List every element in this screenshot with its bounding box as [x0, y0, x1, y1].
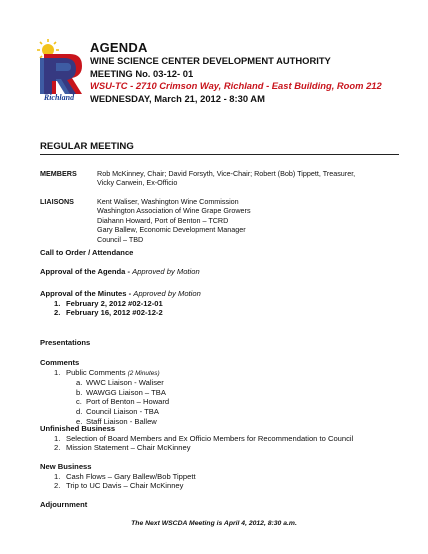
liaisons-line: Kent Waliser, Washington Wine Commission — [97, 197, 239, 206]
call-to-order: Call to Order / Attendance — [40, 248, 134, 257]
new-business-heading: New Business — [40, 462, 92, 471]
minutes-item-text: February 2, 2012 #02-12-01 — [66, 298, 163, 308]
agenda-header — [90, 40, 420, 105]
logo-city-text: Richland — [43, 93, 75, 102]
comments-heading: Comments — [40, 358, 80, 367]
subitem-letter: c. — [76, 397, 82, 407]
public-comments-text: Public Comments — [66, 367, 126, 377]
subitem-letter: a. — [76, 378, 83, 388]
members-line: Vicky Carwein, Ex-Officio — [97, 178, 178, 188]
approval-minutes-title: Approval of the Minutes - — [40, 289, 134, 298]
minutes-item-num: 2. — [54, 308, 61, 318]
new-business-item-num: 1. — [54, 471, 61, 481]
page-title: AGENDA — [90, 40, 148, 55]
comments-subitem — [76, 378, 410, 388]
approval-agenda-title: Approval of the Agenda - — [40, 267, 133, 276]
unfinished-business-section — [40, 424, 410, 453]
subitem-text: Staff Liaison - Ballew — [86, 416, 157, 426]
subitem-text: Council Liaison - TBA — [86, 406, 159, 416]
public-comments-note: (2 Minutes) — [127, 369, 160, 377]
approval-minutes-note: Approved by Motion — [133, 289, 201, 298]
liaisons-line: Washington Association of Wine Grape Growers — [97, 206, 251, 216]
richland-logo — [34, 38, 84, 102]
minutes-item — [54, 308, 410, 318]
subitem-letter: b. — [76, 387, 83, 397]
unfinished-item-text: Selection of Board Members and Ex Officio Members for Recommendation to Council — [66, 433, 354, 443]
unfinished-business-heading: Unfinished Business — [40, 424, 116, 433]
new-business-section — [40, 462, 410, 491]
unfinished-item-text: Mission Statement – Chair McKinney — [66, 443, 191, 453]
liaisons-line: Council – TBD — [97, 234, 144, 244]
subitem-letter: e. — [76, 416, 83, 426]
subitem-text: WAWGG Liaison – TBA — [86, 387, 166, 397]
section-heading: REGULAR MEETING — [40, 141, 134, 152]
organization-name: WINE SCIENCE CENTER DEVELOPMENT AUTHORITY — [90, 55, 331, 66]
new-business-item — [54, 481, 410, 491]
liaisons-line: Diahann Howard, Port of Benton – TCRD — [97, 215, 229, 225]
new-business-item-num: 2. — [54, 481, 61, 491]
subitem-text: WWC Liaison - Waliser — [86, 378, 164, 388]
members-line: Rob McKinney, Chair; David Forsyth, Vice-Chair; Robert (Bob) Tippett, Treasurer, — [97, 169, 356, 178]
richland-logo-graphic — [34, 38, 84, 102]
members-label: MEMBERS — [40, 169, 77, 178]
liaisons-label: LIAISONS — [40, 197, 74, 206]
approval-agenda-note: Approved by Motion — [132, 267, 200, 276]
new-business-item — [54, 472, 410, 482]
liaisons-line: Gary Ballew, Economic Development Manager — [97, 225, 246, 235]
approval-agenda — [40, 267, 410, 277]
meeting-location: WSU-TC - 2710 Crimson Way, Richland - East Building, Room 212 — [90, 80, 382, 91]
adjournment-heading: Adjournment — [40, 500, 88, 509]
public-comments-item — [54, 368, 410, 379]
liaisons-list — [97, 197, 397, 244]
comments-subitem — [76, 397, 410, 407]
members-list — [97, 169, 397, 188]
r-letter-blue — [40, 58, 76, 94]
divider — [40, 154, 399, 155]
minutes-item — [54, 299, 410, 309]
unfinished-item-num: 1. — [54, 433, 61, 443]
unfinished-item-num: 2. — [54, 443, 61, 453]
minutes-item-text: February 16, 2012 #02-12-2 — [66, 308, 163, 318]
subitem-letter: d. — [76, 406, 83, 416]
next-meeting-note: The Next WSCDA Meeting is April 4, 2012, 8:30 a.m. — [131, 520, 297, 527]
subitem-text: Port of Benton – Howard — [86, 397, 170, 407]
comments-section — [40, 358, 410, 426]
approval-minutes — [40, 289, 410, 318]
minutes-item-num: 1. — [54, 298, 61, 308]
new-business-item-text: Cash Flows – Gary Ballew/Bob Tippett — [66, 471, 196, 481]
unfinished-item — [54, 434, 410, 444]
comments-sublist — [40, 378, 410, 426]
meeting-datetime: WEDNESDAY, March 21, 2012 - 8:30 AM — [90, 92, 265, 104]
comments-subitem — [76, 388, 410, 398]
presentations-heading: Presentations — [40, 338, 91, 347]
comments-subitem — [76, 407, 410, 417]
meeting-number: MEETING No. 03-12- 01 — [90, 67, 194, 79]
unfinished-item — [54, 443, 410, 453]
public-comments-num: 1. — [54, 367, 61, 377]
new-business-item-text: Trip to UC Davis – Chair McKinney — [66, 481, 184, 491]
